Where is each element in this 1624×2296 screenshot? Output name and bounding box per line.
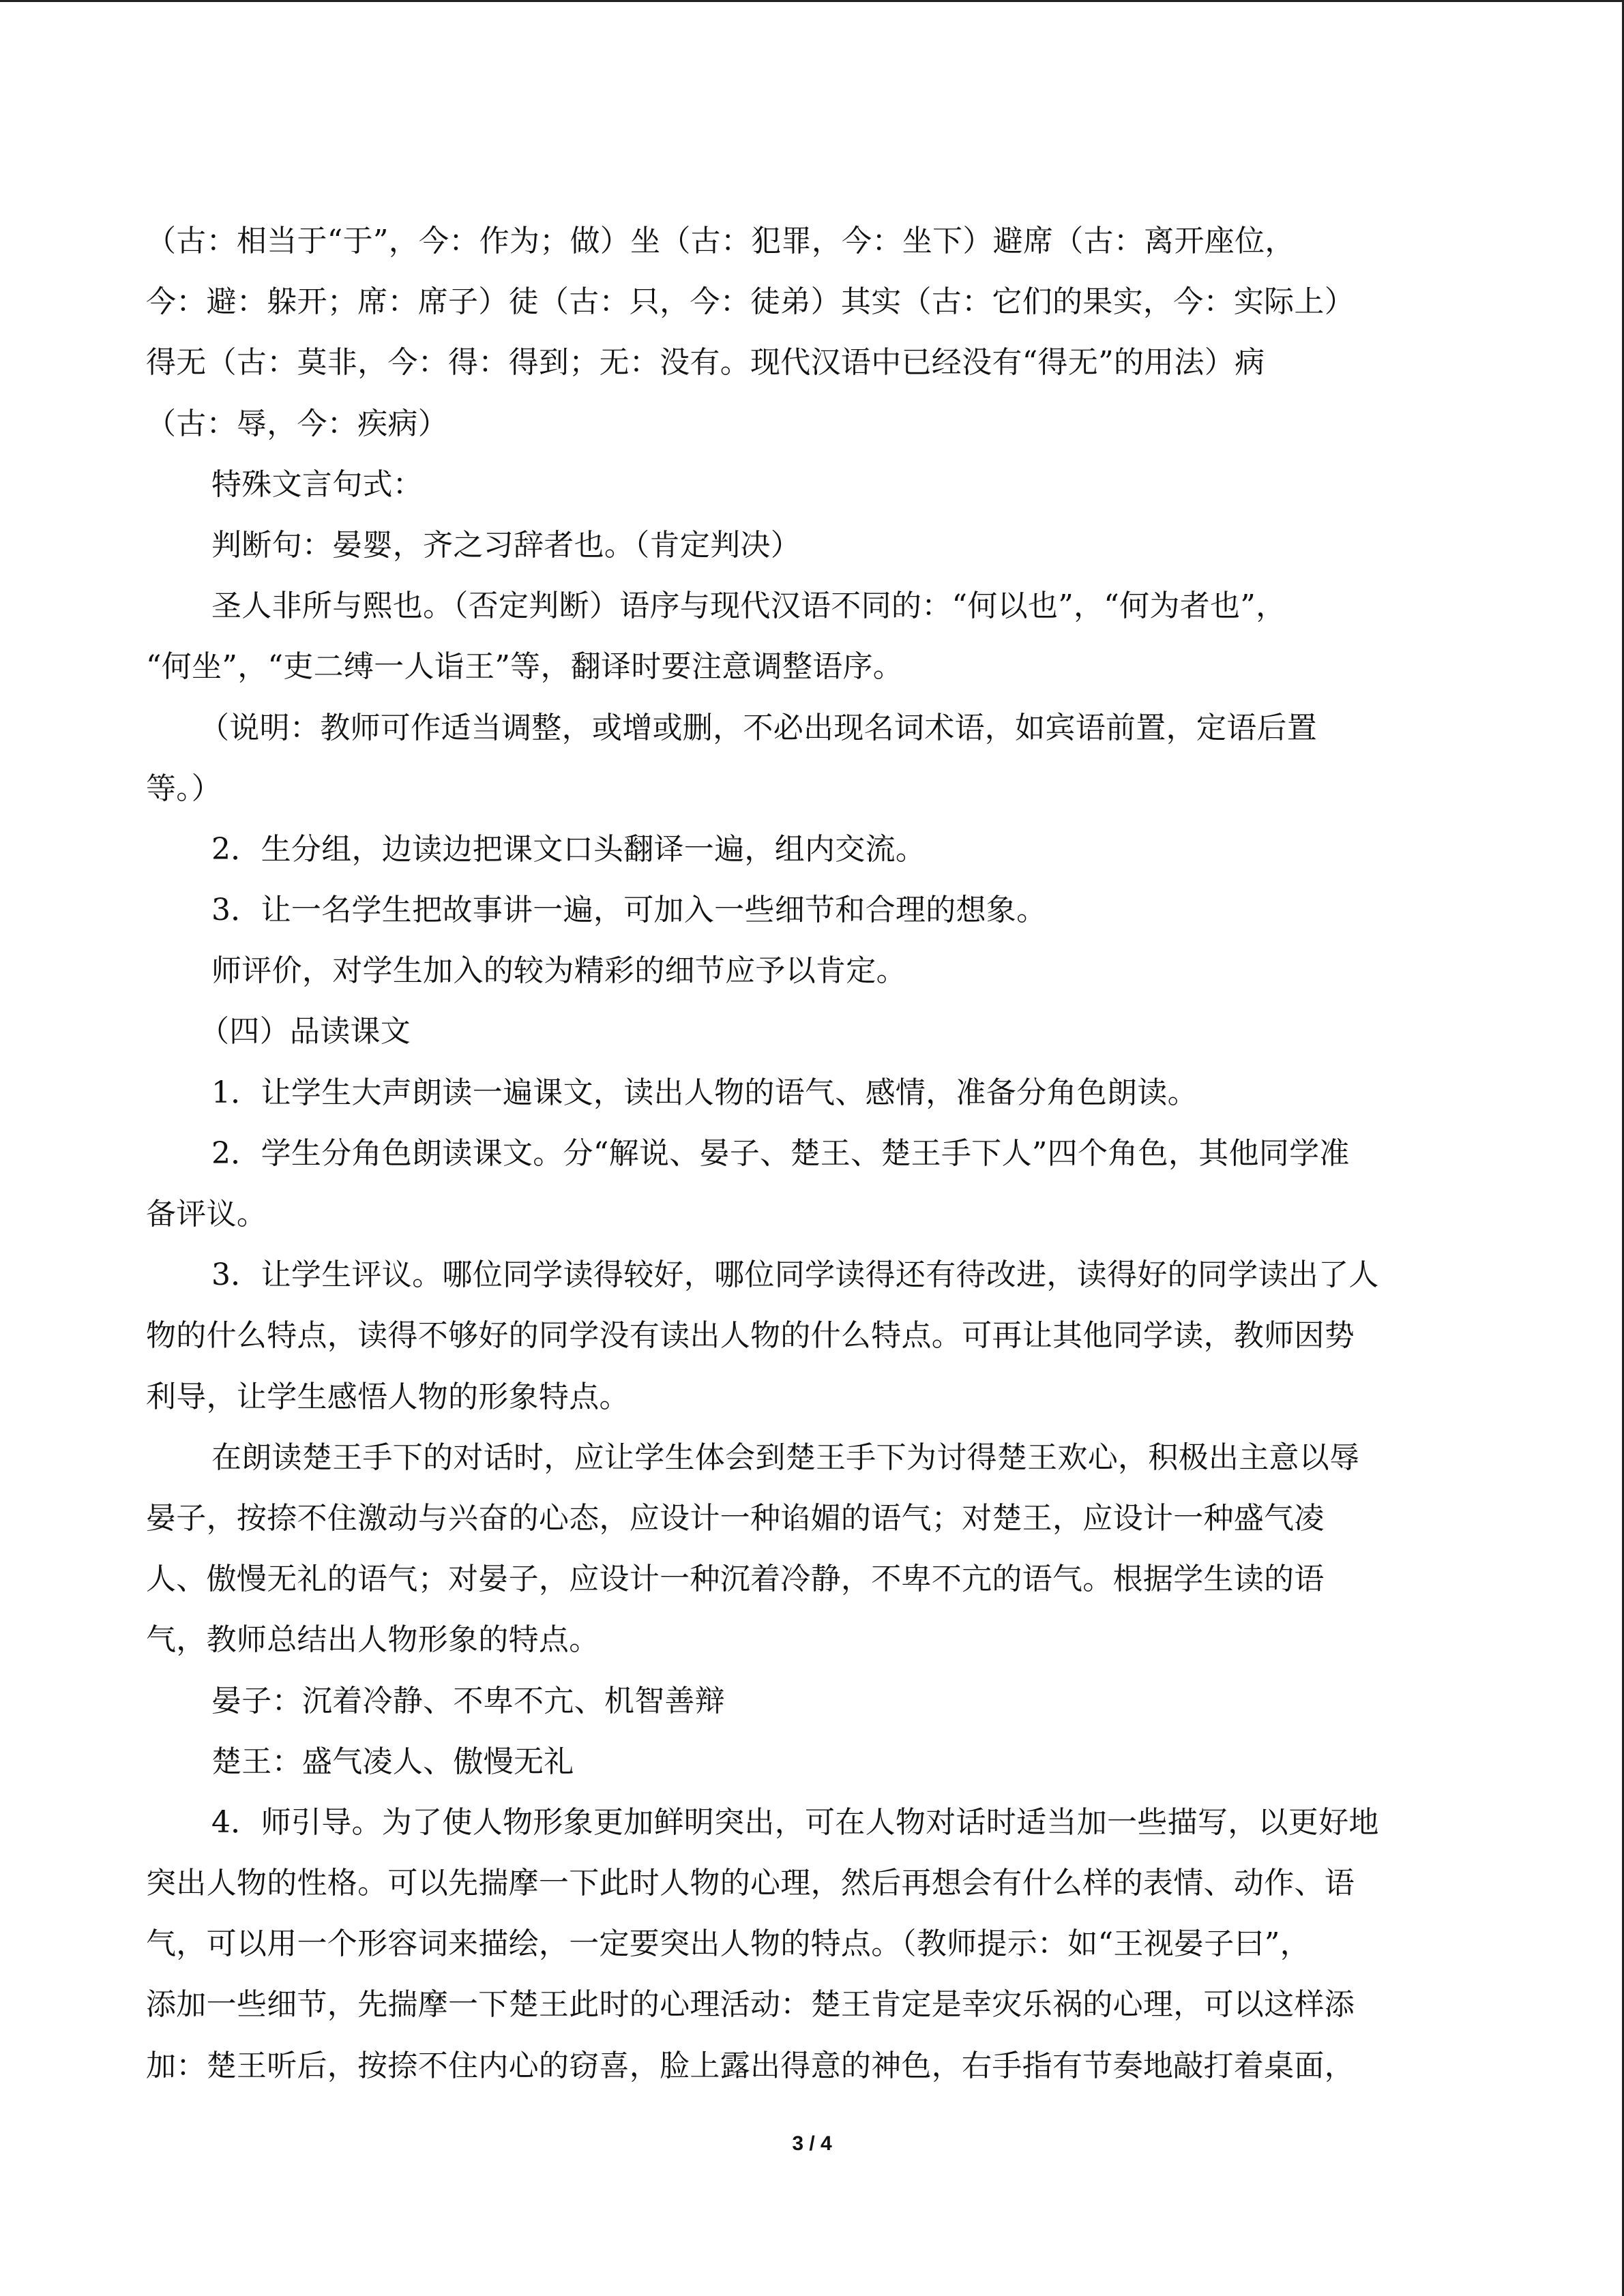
text-line: 楚王：盛气凌人、傲慢无礼 (211, 1744, 574, 1779)
text-line: 备评议。 (146, 1197, 267, 1232)
text-line: 利导，让学生感悟人物的形象特点。 (146, 1379, 630, 1414)
document-body (146, 211, 1462, 2096)
text-line: 得无（古：莫非，今：得：得到；无：没有。现代汉语中已经没有“得无”的用法）病 (146, 345, 1265, 381)
list-item: 3．让学生评议。哪位同学读得较好，哪位同学读得还有待改进，读得好的同学读出了人 (211, 1257, 1379, 1293)
text-line: 晏子：沉着冷静、不卑不亢、机智善辩 (211, 1683, 726, 1718)
text-line: 今：避：躲开；席：席子）徒（古：只，今：徒弟）其实（古：它们的果实，今：实际上） (146, 284, 1355, 320)
section-label: 特殊文言句式： (211, 466, 424, 502)
page-number: 3 / 4 (792, 2132, 832, 2155)
list-item: 2．学生分角色朗读课文。分“解说、晏子、楚王、楚王手下人”四个角色，其他同学准 (211, 1135, 1350, 1171)
text-line: 圣人非所与熙也。（否定判断）语序与现代汉语不同的：“何以也”，“何为者也”， (211, 588, 1286, 624)
note-line: （说明：教师可作适当调整，或增或删，不必出现名词术语，如宾语前置，定语后置 (199, 710, 1318, 745)
text-line: 突出人物的性格。可以先揣摩一下此时人物的心理，然后再想会有什么样的表情、动作、语 (146, 1866, 1355, 1901)
list-item: 2．生分组，边读边把课文口头翻译一遍，组内交流。 (211, 831, 926, 867)
text-line: （古：相当于“于”，今：作为；做）坐（古：犯罪，今：坐下）避席（古：离开座位， (146, 224, 1295, 258)
text-line: 人、傲慢无礼的语气；对晏子，应设计一种沉着冷静，不卑不亢的语气。根据学生读的语 (146, 1562, 1325, 1597)
text-line: 判断句：晏婴，齐之习辞者也。（肯定判决） (211, 527, 801, 563)
note-line: 等。） (146, 771, 222, 806)
text-line: 气，可以用一个形容词来描绘，一定要突出人物的特点。（教师提示：如“王视晏子曰”， (146, 1926, 1310, 1962)
text-line: 添加一些细节，先揣摩一下楚王此时的心理活动：楚王肯定是幸灾乐祸的心理，可以这样添 (146, 1987, 1355, 2023)
text-line: “何坐”，“吏二缚一人诣王”等，翻译时要注意调整语序。 (146, 649, 904, 685)
section-heading: （四）品读课文 (199, 1014, 411, 1049)
list-item: 3．让一名学生把故事讲一遍，可加入一些细节和合理的想象。 (211, 893, 1047, 928)
list-item: 4．师引导。为了使人物形象更加鲜明突出，可在人物对话时适当加一些描写，以更好地 (211, 1804, 1379, 1840)
text-line: 物的什么特点，读得不够好的同学没有读出人物的什么特点。可再让其他同学读，教师因势 (146, 1318, 1355, 1354)
text-line: 师评价，对学生加入的较为精彩的细节应予以肯定。 (211, 953, 906, 989)
text-line: （古：辱，今：疾病） (146, 406, 448, 441)
text-line: 晏子，按捺不住激动与兴奋的心态，应设计一种谄媚的语气；对楚王，应设计一种盛气凌 (146, 1500, 1325, 1536)
text-line: 在朗读楚王手下的对话时，应让学生体会到楚王手下为讨得楚王欢心，积极出主意以辱 (211, 1440, 1360, 1475)
text-line: 气，教师总结出人物形象的特点。 (146, 1622, 600, 1658)
text-line: 加：楚王听后，按捺不住内心的窃喜，脸上露出得意的神色，右手指有节奏地敲打着桌面， (146, 2048, 1355, 2083)
list-item: 1．让学生大声朗读一遍课文，读出人物的语气、感情，准备分角色朗读。 (211, 1075, 1198, 1110)
